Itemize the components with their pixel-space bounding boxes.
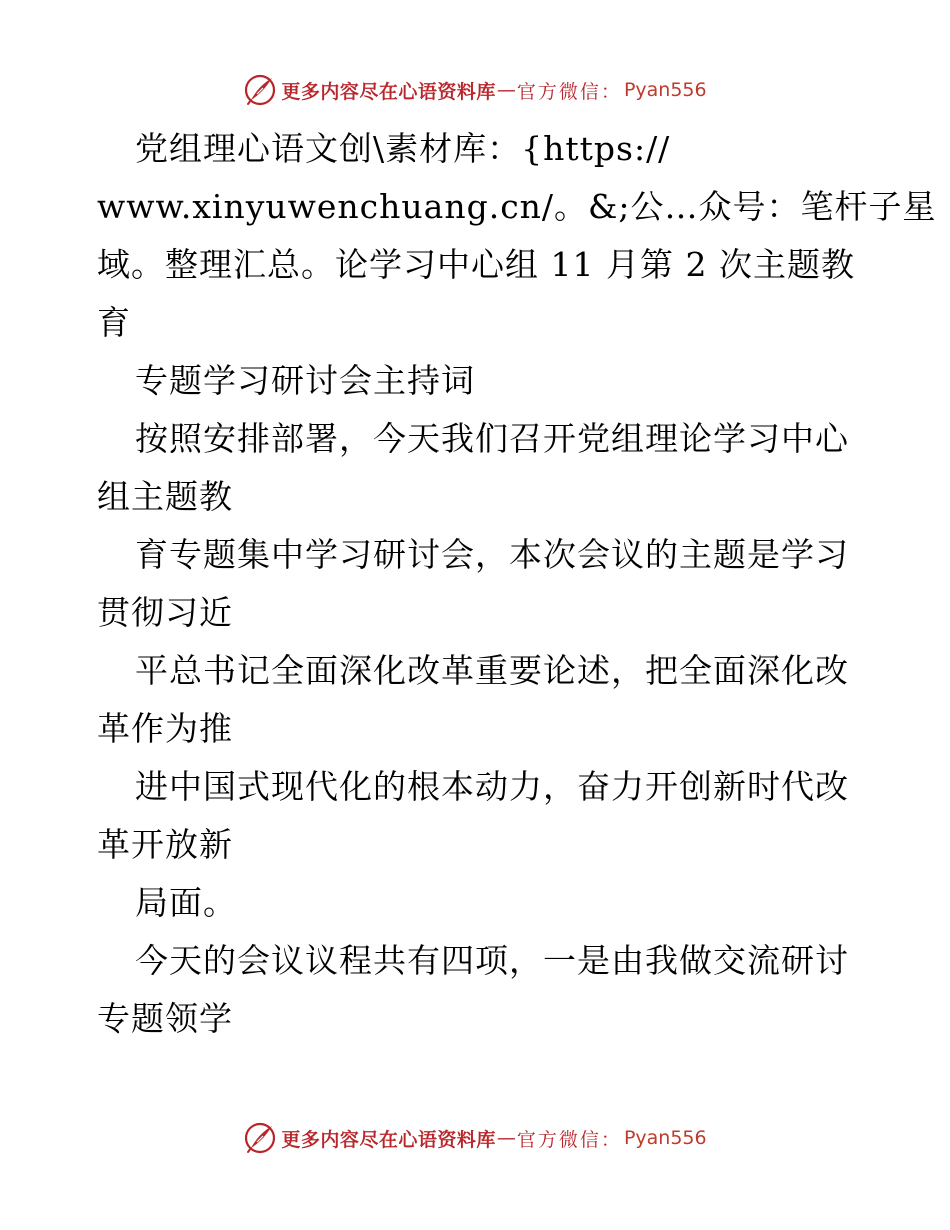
body-line: 革开放新 — [97, 825, 233, 864]
body-line: 专题领学 — [97, 999, 233, 1038]
body-line: 按照安排部署，今天我们召开党组理论学习中心 — [135, 419, 849, 458]
body-line: 今天的会议议程共有四项，一是由我做交流研讨 — [135, 941, 849, 980]
footer-contact-id: Pyan556 — [623, 1127, 707, 1149]
header-banner — [0, 70, 950, 110]
body-line: 组主题教 — [97, 477, 233, 516]
header-brand-text: 更多内容尽在心语资料库 — [281, 80, 496, 103]
header-contact-id: Pyan556 — [623, 79, 707, 101]
body-line: 专题学习研讨会主持词 — [135, 361, 475, 400]
quill-pen-logo-icon — [243, 73, 277, 107]
footer-banner — [0, 1118, 950, 1158]
quill-pen-logo-icon — [243, 1121, 277, 1155]
body-line: www.xinyuwenchuang.cn/。&;公…众号：笔杆子星 — [97, 187, 937, 226]
body-line: 域。整理汇总。论学习中心组 11 月第 2 次主题教 — [97, 245, 855, 284]
body-line: 育专题集中学习研讨会，本次会议的主题是学习 — [135, 535, 849, 574]
body-line: 局面。 — [135, 883, 237, 922]
header-dash: — — [496, 79, 516, 101]
footer-brand-text: 更多内容尽在心语资料库 — [281, 1128, 496, 1151]
body-line: 育 — [97, 303, 131, 342]
body-line: 贯彻习近 — [97, 593, 233, 632]
body-line: 党组理心语文创\素材库：{https:// — [135, 129, 671, 168]
footer-official-label: 官方微信： — [516, 1128, 622, 1151]
body-line: 革作为推 — [97, 709, 233, 748]
header-official-label: 官方微信： — [516, 80, 622, 103]
body-line: 平总书记全面深化改革重要论述，把全面深化改 — [135, 651, 849, 690]
footer-dash: — — [496, 1127, 516, 1149]
body-line: 进中国式现代化的根本动力，奋力开创新时代改 — [135, 767, 849, 806]
document-body — [97, 120, 937, 1048]
